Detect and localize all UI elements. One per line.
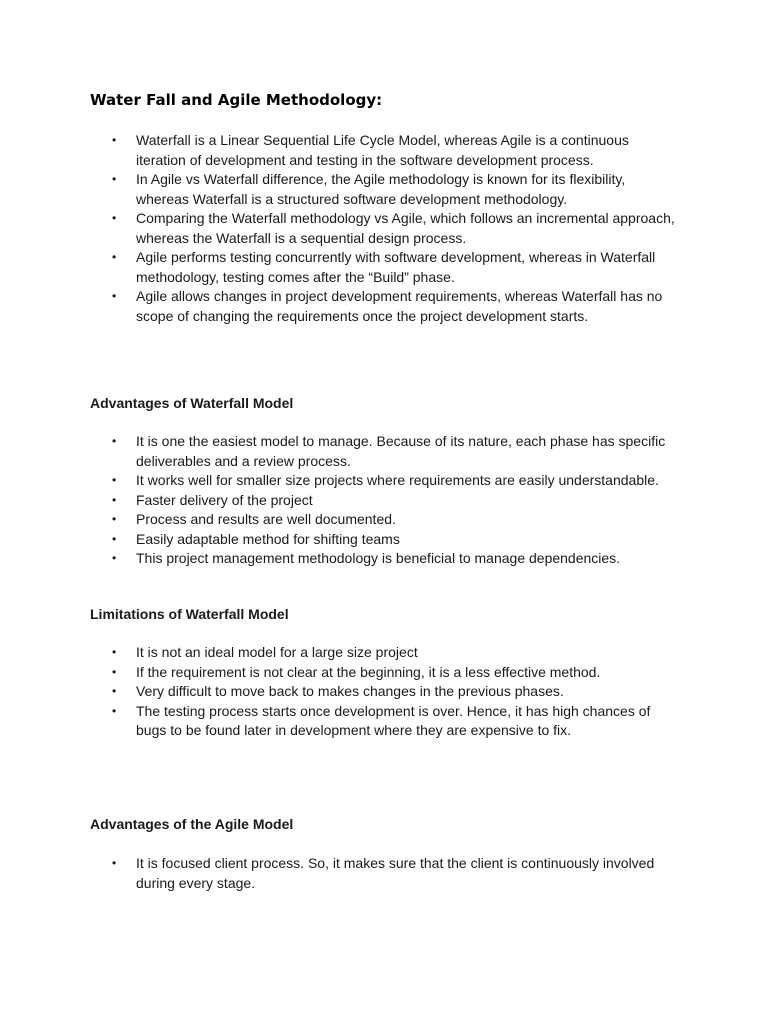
bullet-icon: • — [112, 289, 117, 303]
list-item-text: Waterfall is a Linear Sequential Life Cycle Model, whereas Agile is a continuous iteration of development and testing in the software development process. — [136, 132, 629, 168]
bullet-icon: • — [112, 172, 117, 186]
bullet-icon: • — [112, 250, 117, 264]
list-item — [0, 491, 700, 511]
list-item-text: Comparing the Waterfall methodology vs Agile, which follows an incremental approach, whereas the Waterfall is a sequential design process. — [136, 210, 675, 246]
bullet-icon: • — [112, 531, 117, 546]
bullet-icon: • — [112, 211, 117, 225]
list-item — [0, 854, 700, 893]
list-item-text: Process and results are well documented. — [136, 511, 396, 527]
list-item — [0, 170, 700, 209]
list-item-text: Easily adaptable method for shifting teams — [136, 530, 400, 547]
list-item — [0, 530, 700, 550]
section-heading-waterfall-limitations: Limitations of Waterfall Model — [90, 606, 289, 622]
list-item — [0, 209, 700, 248]
bullet-icon: • — [112, 492, 117, 507]
list-item-text: Agile performs testing concurrently with software development, whereas in Waterfall methodology, testing comes after the “Build” phase. — [136, 249, 656, 285]
list-item — [0, 131, 700, 170]
list-item — [0, 549, 700, 569]
list-item — [0, 510, 700, 530]
list-item-text: This project management methodology is beneficial to manage dependencies. — [136, 550, 621, 566]
list-item-text: The testing process starts once development is over. Hence, it has high chances of bugs to be found later in development where they are expensive to fix. — [136, 702, 651, 738]
list-item-text: It is one the easiest model to manage. Because of its nature, each phase has specific deliverables and a review process. — [136, 433, 666, 469]
agile-advantages-list — [0, 854, 700, 893]
bullet-icon: • — [112, 664, 117, 679]
page-title: Water Fall and Agile Methodology: — [90, 91, 383, 109]
bullet-icon: • — [112, 703, 117, 718]
list-item-text: Faster delivery of the project — [136, 491, 313, 508]
list-item-text: If the requirement is not clear at the beginning, it is a less effective method. — [136, 663, 601, 680]
bullet-icon: • — [112, 434, 117, 448]
list-item-text: Very difficult to move back to makes changes in the previous phases. — [136, 683, 564, 699]
list-item — [0, 643, 700, 663]
bullet-icon: • — [112, 684, 117, 698]
list-item-text: It works well for smaller size projects where requirements are easily understandable. — [136, 472, 659, 488]
list-item — [0, 432, 700, 471]
bullet-icon: • — [112, 551, 117, 565]
bullet-icon: • — [112, 512, 117, 526]
section-heading-agile-advantages: Advantages of the Agile Model — [90, 816, 294, 832]
list-item — [0, 471, 700, 491]
list-item-text: In Agile vs Waterfall difference, the Agile methodology is known for its flexibility, whereas Waterfall is a structured software development methodology. — [136, 171, 626, 207]
list-item — [0, 682, 700, 702]
list-item — [0, 702, 700, 741]
intro-bullet-list — [0, 131, 700, 326]
list-item — [0, 287, 700, 326]
section-heading-waterfall-advantages: Advantages of Waterfall Model — [90, 395, 294, 411]
waterfall-advantages-list — [0, 432, 700, 569]
bullet-icon: • — [112, 473, 117, 487]
bullet-icon: • — [112, 133, 117, 147]
list-item — [0, 663, 700, 683]
list-item — [0, 248, 700, 287]
waterfall-limitations-list — [0, 643, 700, 741]
list-item-text: It is not an ideal model for a large size project — [136, 644, 418, 660]
bullet-icon: • — [112, 856, 117, 870]
list-item-text: Agile allows changes in project development requirements, whereas Waterfall has no scope of changing the requirements once the project development starts. — [136, 288, 663, 324]
list-item-text: It is focused client process. So, it makes sure that the client is continuously involved during every stage. — [136, 855, 655, 891]
bullet-icon: • — [112, 645, 117, 659]
